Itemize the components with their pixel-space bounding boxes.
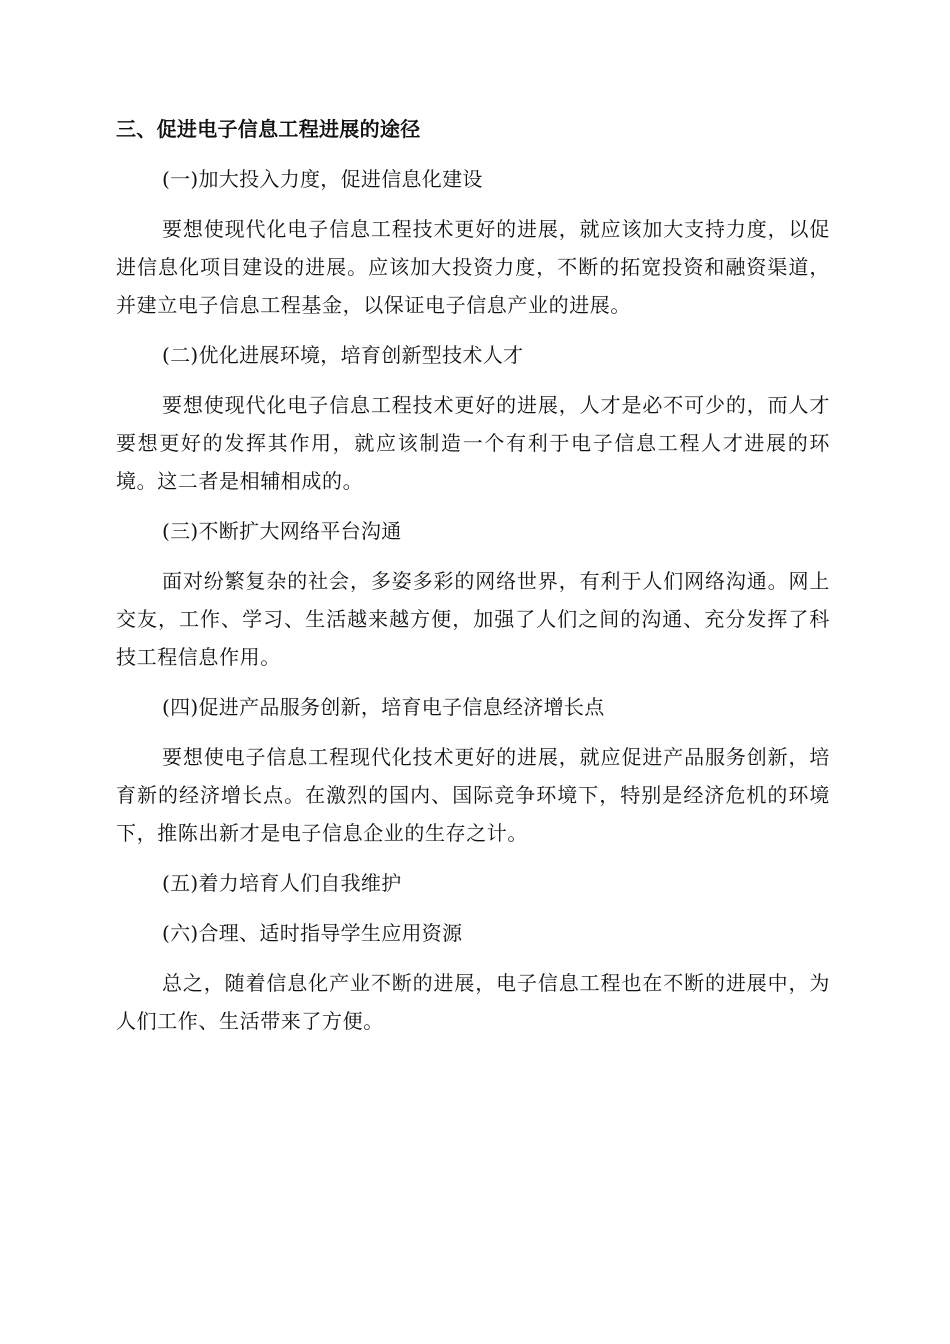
subheading-6: (六)合理、适时指导学生应用资源 (162, 921, 463, 945)
subheading-4: (四)促进产品服务创新，培育电子信息经济增长点 (162, 695, 605, 719)
section-title: 三、促进电子信息工程进展的途径 (116, 117, 421, 141)
paragraph-3: 面对纷繁复杂的社会，多姿多彩的网络世界，有利于人们网络沟通。网上交友，工作、学习、生活越来越方便，加强了人们之间的沟通、充分发挥了科技工程信息作用。 (116, 569, 830, 669)
document-body (116, 110, 830, 1052)
subheading-3: (三)不断扩大网络平台沟通 (162, 519, 402, 543)
paragraph-1: 要想使现代化电子信息工程技术更好的进展，就应该加大支持力度，以促进信息化项目建设的进展。应该加大投资力度，不断的拓宽投资和融资渠道，并建立电子信息工程基金，以保证电子信息产业的进展。 (116, 217, 830, 317)
paragraph-2: 要想使现代化电子信息工程技术更好的进展，人才是必不可少的，而人才要想更好的发挥其作用，就应该制造一个有利于电子信息工程人才进展的环境。这二者是相辅相成的。 (116, 393, 830, 493)
paragraph-conclusion: 总之，随着信息化产业不断的进展，电子信息工程也在不断的进展中，为人们工作、生活带来了方便。 (116, 971, 830, 1033)
subheading-5: (五)着力培育人们自我维护 (162, 871, 402, 895)
subheading-1: (一)加大投入力度，促进信息化建设 (162, 167, 483, 191)
subheading-2: (二)优化进展环境，培育创新型技术人才 (162, 343, 524, 367)
paragraph-4: 要想使电子信息工程现代化技术更好的进展，就应促进产品服务创新，培育新的经济增长点。在激烈的国内、国际竞争环境下，特别是经济危机的环境下，推陈出新才是电子信息企业的生存之计。 (116, 745, 830, 845)
